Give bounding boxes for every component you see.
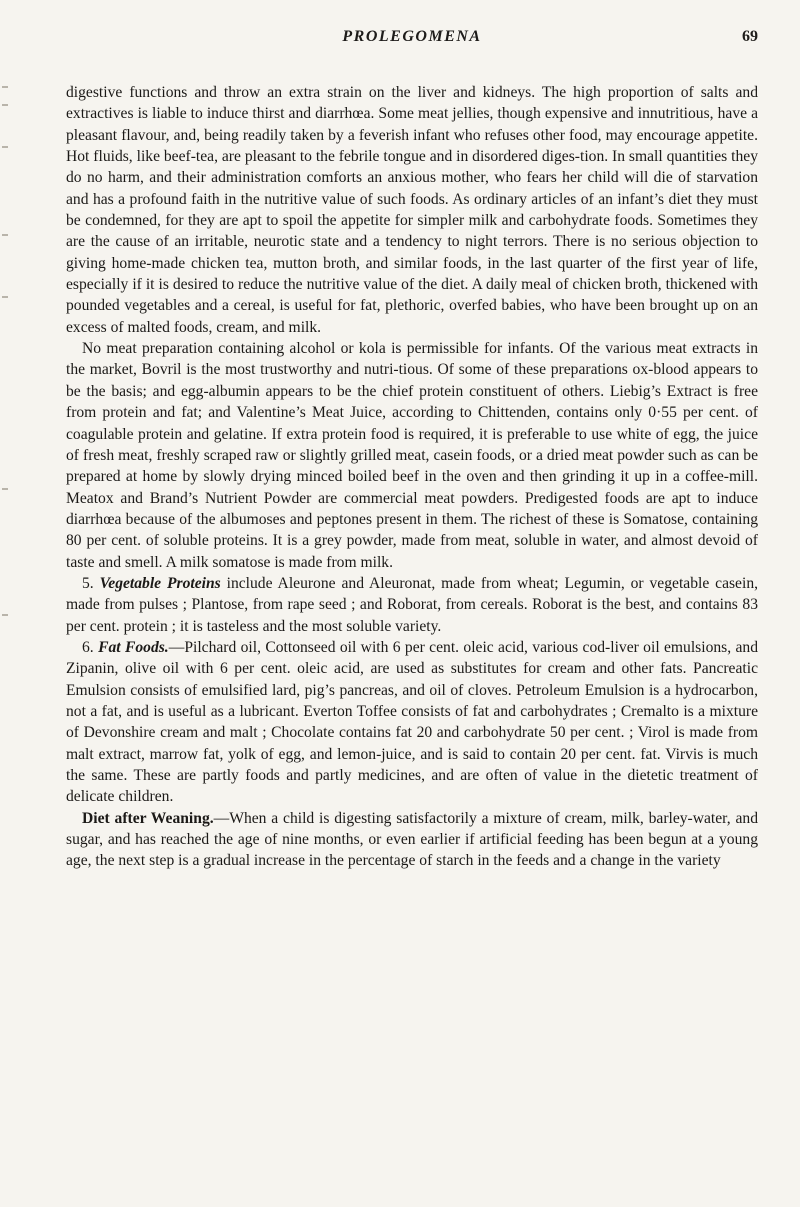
- paragraph-2: No meat preparation containing alcohol or kola is permissible for infants. Of the various meat extracts in the market, Bovril is the most trustworthy and nutri-tious. Of some of these preparations ox-blood appears to be the basis; and egg-albumin appears to be the chief protein constituent of others. Liebig’s Extract is free from protein and fat; and Valentine’s Meat Juice, according to Chittenden, contains only 0·55 per cent. of coagulable protein and gelatine. If extra protein food is required, it is preferable to use white of egg, the juice of fresh meat, freshly scraped raw or slightly grilled meat, casein foods, or a dried meat powder such as can be prepared at home by slowly drying minced boiled beef in the oven and then grinding it up in a coffee-mill. Meatox and Brand’s Nutrient Powder are commercial meat powders. Predigested foods are apt to induce diarrhœa because of the albumoses and peptones present in them. The richest of these is Somatose, containing 80 per cent. of soluble proteins. It is a grey powder, made from meat, soluble in water, and almost devoid of taste and smell. A milk somatose is made from milk.: [66, 340, 758, 571]
- paragraph-3: [66, 573, 758, 637]
- running-head: [66, 28, 758, 52]
- paragraph-4: [66, 637, 758, 808]
- section-heading-diet-after-weaning: Diet after Weaning.: [82, 809, 214, 827]
- paragraph-5: [66, 808, 758, 872]
- running-title: PROLEGOMENA: [342, 28, 482, 45]
- paragraph-5-body: —When a child is digesting satisfactorily a mixture of cream, milk, barley-water, and sugar, and has reached the age of nine months, or even earlier if artificial feeding has been begun at a young age, the next step is a gradual increase in the percentage of starch in the feeds and a change in the variety: [66, 809, 758, 870]
- section-heading-fat-foods: Fat Foods.: [98, 638, 169, 656]
- paragraph-3-body: include Aleurone and Aleuronat, made from wheat; Legumin, or vegetable casein, made from pulses ; Plantose, from rape seed ; and Roborat, from cereals. Roborat is the best, and contains 83 per cent. protein ; it is tasteless and the most soluble variety.: [66, 574, 759, 635]
- paragraph-4-body: —Pilchard oil, Cottonseed oil with 6 per cent. oleic acid, various cod-liver oil emulsions, and Zipanin, olive oil with 6 per cent. oleic acid, are used as substitutes for cream and other fats. Pancreatic Emulsion consists of emulsified lard, pig’s pancreas, and oil of cloves. Petroleum Emulsion is a hydrocarbon, not a fat, and is useful as a lubricant. Everton Toffee consists of fat and carbohydrates ; Cremalto is a mixture of Devonshire cream and malt ; Chocolate contains fat 20 and carbohydrate 50 per cent. ; Virol is made from malt extract, marrow fat, yolk of egg, and lemon-juice, and is said to contain 20 per cent. fat. Virvis is much the same. These are partly foods and partly medicines, and are often of value in the dietetic treatment of delicate children.: [66, 638, 759, 806]
- body-text: [66, 82, 758, 872]
- paragraph-3-number: 5.: [82, 574, 100, 592]
- paragraph-1: digestive functions and throw an extra strain on the liver and kidneys. The high proportion of salts and extractives is liable to induce thirst and diarrhœa. Some meat jellies, though expensive and innutritious, have a pleasant flavour, and, being readily taken by a feverish infant who refuses other food, may encourage appetite. Hot fluids, like beef-tea, are pleasant to the febrile tongue and in disordered diges-tion. In small quantities they do no harm, and their administration comforts an anxious mother, who fears her child will die of starvation and has a profound faith in the nutritive value of such foods. As ordinary articles of an infant’s diet they must be condemned, for they are apt to spoil the appetite for simpler milk and carbohydrate foods. Sometimes they are the cause of an irritable, neurotic state and a tendency to night terrors. There is no serious objection to giving home-made chicken tea, mutton broth, and similar foods, in the last quarter of the first year of life, especially if it is desired to reduce the nutritive value of the diet. A daily meal of chicken broth, thickened with pounded vegetables and a cereal, is useful for fat, plethoric, overfed babies, who have been brought up on an excess of malted foods, cream, and milk.: [66, 84, 758, 336]
- section-heading-vegetable-proteins: Vegetable Proteins: [99, 574, 221, 592]
- page-number: 69: [742, 28, 758, 45]
- paragraph-4-number: 6.: [82, 638, 99, 656]
- page-edge-shadow: [0, 0, 14, 1207]
